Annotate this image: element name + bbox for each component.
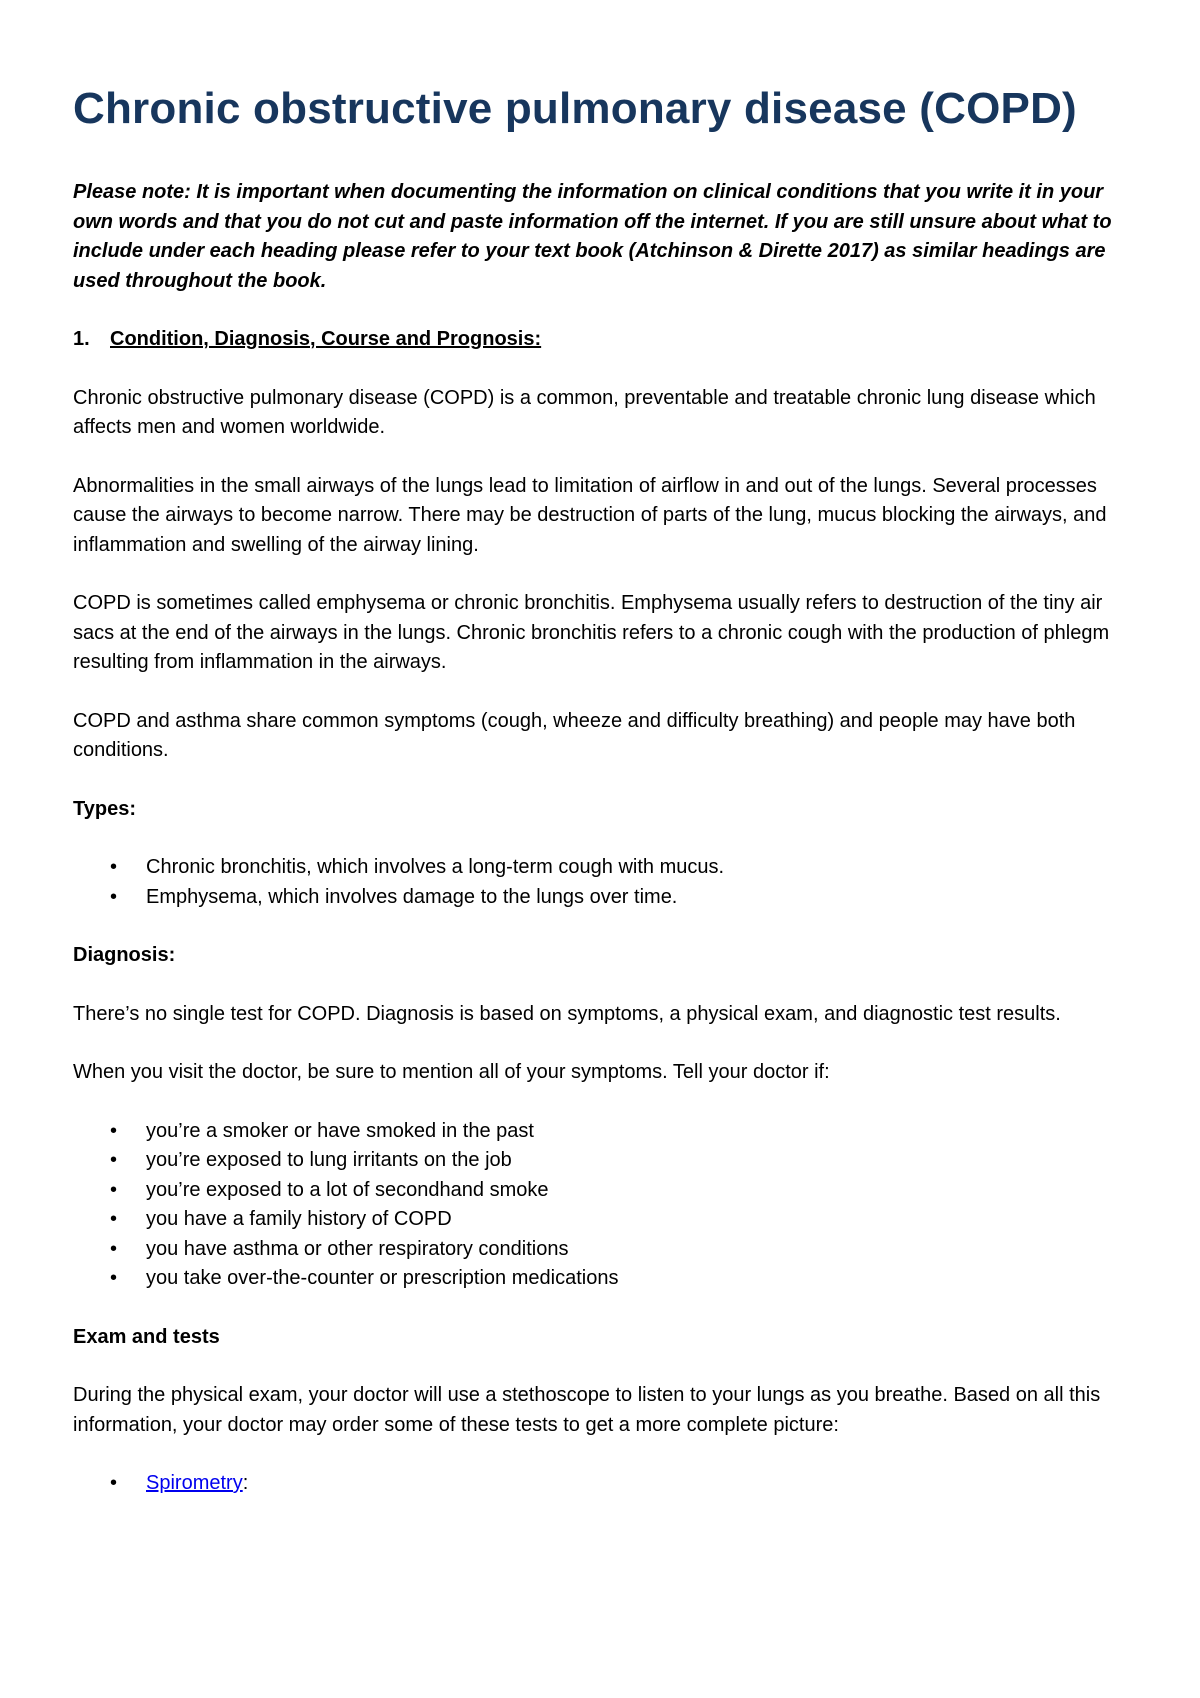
bullet-icon: • — [110, 1149, 118, 1171]
page-title: Chronic obstructive pulmonary disease (COPD) — [73, 84, 1077, 133]
section-1-heading — [73, 325, 1133, 355]
document-page — [73, 78, 1133, 1499]
spirometry-link[interactable]: Spirometry — [146, 1472, 243, 1494]
list-item-text: you’re exposed to lung irritants on the job — [146, 1149, 512, 1171]
symptoms-list — [73, 1117, 1133, 1294]
list-item-text: Chronic bronchitis, which involves a long-term cough with mucus. — [146, 856, 725, 878]
list-item-text: you’re a smoker or have smoked in the past — [146, 1119, 534, 1142]
section-1-title: Condition, Diagnosis, Course and Prognosis: — [110, 328, 542, 350]
types-list — [73, 853, 1133, 912]
exam-tests-heading: Exam and tests — [73, 1325, 220, 1348]
doctor-visit-paragraph: When you visit the doctor, be sure to mention all of your symptoms. Tell your doctor if: — [73, 1061, 830, 1083]
bullet-icon: • — [110, 856, 118, 878]
list-item-text: you have a family history of COPD — [146, 1208, 452, 1230]
emphysema-bronchitis-paragraph: COPD is sometimes called emphysema or chronic bronchitis. Emphysema usually refers to destruction of the tiny air sacs at the end of the airways in the lungs. Chronic bronchitis refers to a chronic cough with the production of phlegm resulting from inflammation in the airways. — [73, 592, 1110, 673]
diagnosis-paragraph: There’s no single test for COPD. Diagnosis is based on symptoms, a physical exam, and diagnostic test results. — [73, 1002, 1061, 1025]
bullet-icon: • — [110, 1237, 118, 1260]
list-item-text: you have asthma or other respiratory conditions — [146, 1237, 569, 1260]
list-item — [73, 1117, 1133, 1147]
list-item-text: you take over-the-counter or prescription medications — [146, 1267, 619, 1289]
list-item — [73, 1205, 1133, 1235]
list-item — [73, 1235, 1133, 1265]
list-item — [73, 1469, 1133, 1499]
list-item — [73, 1176, 1133, 1206]
list-item — [73, 883, 1133, 913]
list-item-text: you’re exposed to a lot of secondhand smoke — [146, 1178, 549, 1201]
list-item — [73, 1146, 1133, 1176]
exam-paragraph: During the physical exam, your doctor will use a stethoscope to listen to your lungs as you breathe. Based on all this information, your doctor may order some of these tests to get a more complete picture: — [73, 1384, 1101, 1436]
bullet-icon: • — [110, 1208, 118, 1230]
tests-list — [73, 1469, 1133, 1499]
diagnosis-heading: Diagnosis: — [73, 944, 176, 966]
list-item — [73, 1264, 1133, 1294]
asthma-paragraph: COPD and asthma share common symptoms (cough, wheeze and difficulty breathing) and people may have both conditions. — [73, 709, 1076, 761]
section-1-number: 1. — [73, 328, 90, 350]
instruction-note: Please note: It is important when documenting the information on clinical conditions that you write it in your own words and that you do not cut and paste information off the internet. If you are still unsure about what to include under each heading please refer to your text book (Atchinson & Dirette 2017) as similar headings are used throughout the book. — [73, 181, 1112, 292]
list-item-text: Emphysema, which involves damage to the lungs over time. — [146, 885, 678, 908]
bullet-icon: • — [110, 885, 118, 908]
bullet-icon: • — [110, 1267, 118, 1289]
bullet-icon: • — [110, 1119, 118, 1142]
bullet-icon: • — [110, 1472, 118, 1494]
airways-paragraph: Abnormalities in the small airways of the lungs lead to limitation of airflow in and out of the lungs. Several processes cause the airways to become narrow. There may be destruction of parts of the lung, mucus blocking the airways, and inflammation and swelling of the airway lining. — [73, 474, 1107, 556]
list-item — [73, 853, 1133, 883]
bullet-icon: • — [110, 1178, 118, 1201]
intro-paragraph: Chronic obstructive pulmonary disease (COPD) is a common, preventable and treatable chronic lung disease which affects men and women worldwide. — [73, 386, 1096, 438]
spirometry-suffix: : — [242, 1472, 249, 1494]
types-heading: Types: — [73, 797, 136, 820]
